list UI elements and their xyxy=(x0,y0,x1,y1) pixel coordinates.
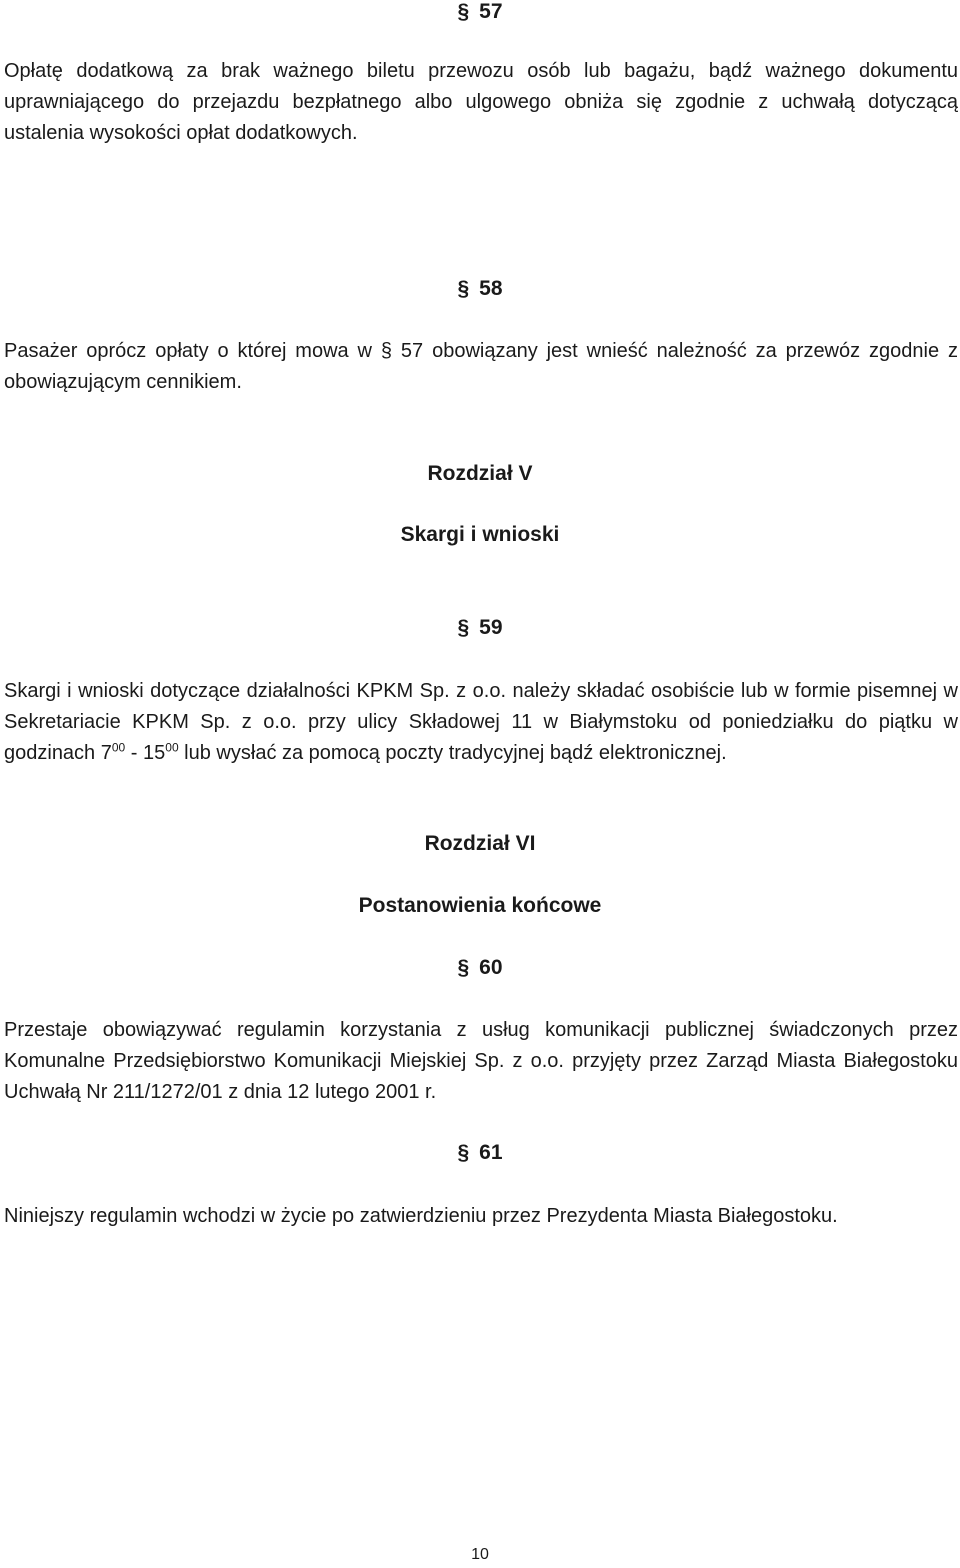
chapter-title-6: Rozdział VI xyxy=(424,832,536,855)
section-number: 59 xyxy=(479,616,503,639)
section-number: 60 xyxy=(479,956,503,979)
section-text-59-part1: Skargi i wnioski dotyczące działalności KPKM Sp. z o.o. należy składać osobiście lub w formie pisemnej w Sekretariacie KPKM Sp. z o.o. przy ulicy Składowej 11 w Białymstoku od poniedziałku do piątku w godzinach 7 xyxy=(4,680,958,764)
section-text-59-part3: lub wysłać za pomocą poczty tradycyjnej bądź elektronicznej. xyxy=(178,742,727,764)
section-text-60: Przestaje obowiązywać regulamin korzystania z usług komunikacji publicznej świadczonych przez Komunalne Przedsiębiorstwo Komunikacji Miejskiej Sp. z o.o. przyjęty przez Zarząd Miasta Białegostoku Uchwałą Nr 211/1272/01 z dnia 12 lutego 2001 r. xyxy=(4,1019,958,1103)
section-sign: § xyxy=(457,1141,470,1164)
section-text-61: Niniejszy regulamin wchodzi w życie po zatwierdzieniu przez Prezydenta Miasta Białegostoku. xyxy=(4,1205,838,1227)
time-superscript-end: 00 xyxy=(165,740,179,755)
page-number: 10 xyxy=(471,1546,489,1563)
section-number: 58 xyxy=(479,277,503,300)
section-sign: § xyxy=(457,277,470,300)
section-number: 57 xyxy=(479,0,503,23)
section-heading-59 xyxy=(0,616,960,640)
section-text-57: Opłatę dodatkową za brak ważnego biletu przewozu osób lub bagażu, bądź ważnego dokumentu uprawniającego do przejazdu bezpłatnego albo ulgowego obniża się zgodnie z uchwałą dotyczącą ustalenia wysokości opłat dodatkowych. xyxy=(4,60,958,144)
section-heading-58 xyxy=(0,277,960,301)
chapter-subtitle-6: Postanowienia końcowe xyxy=(358,894,602,917)
section-number: 61 xyxy=(479,1141,503,1164)
section-text-59 xyxy=(4,676,958,769)
section-heading-57 xyxy=(0,0,960,24)
section-text-58: Pasażer oprócz opłaty o której mowa w § 57 obowiązany jest wnieść należność za przewóz zgodnie z obowiązującym cennikiem. xyxy=(4,340,958,393)
chapter-title-5: Rozdział V xyxy=(427,462,533,485)
section-text-59-part2: - 15 xyxy=(125,742,166,764)
section-heading-61 xyxy=(0,1141,960,1165)
section-sign: § xyxy=(457,0,470,23)
time-superscript-start: 00 xyxy=(111,740,126,755)
section-sign: § xyxy=(457,956,470,979)
section-sign: § xyxy=(457,616,470,639)
section-heading-60 xyxy=(0,956,960,980)
chapter-subtitle-5: Skargi i wnioski xyxy=(400,523,560,546)
